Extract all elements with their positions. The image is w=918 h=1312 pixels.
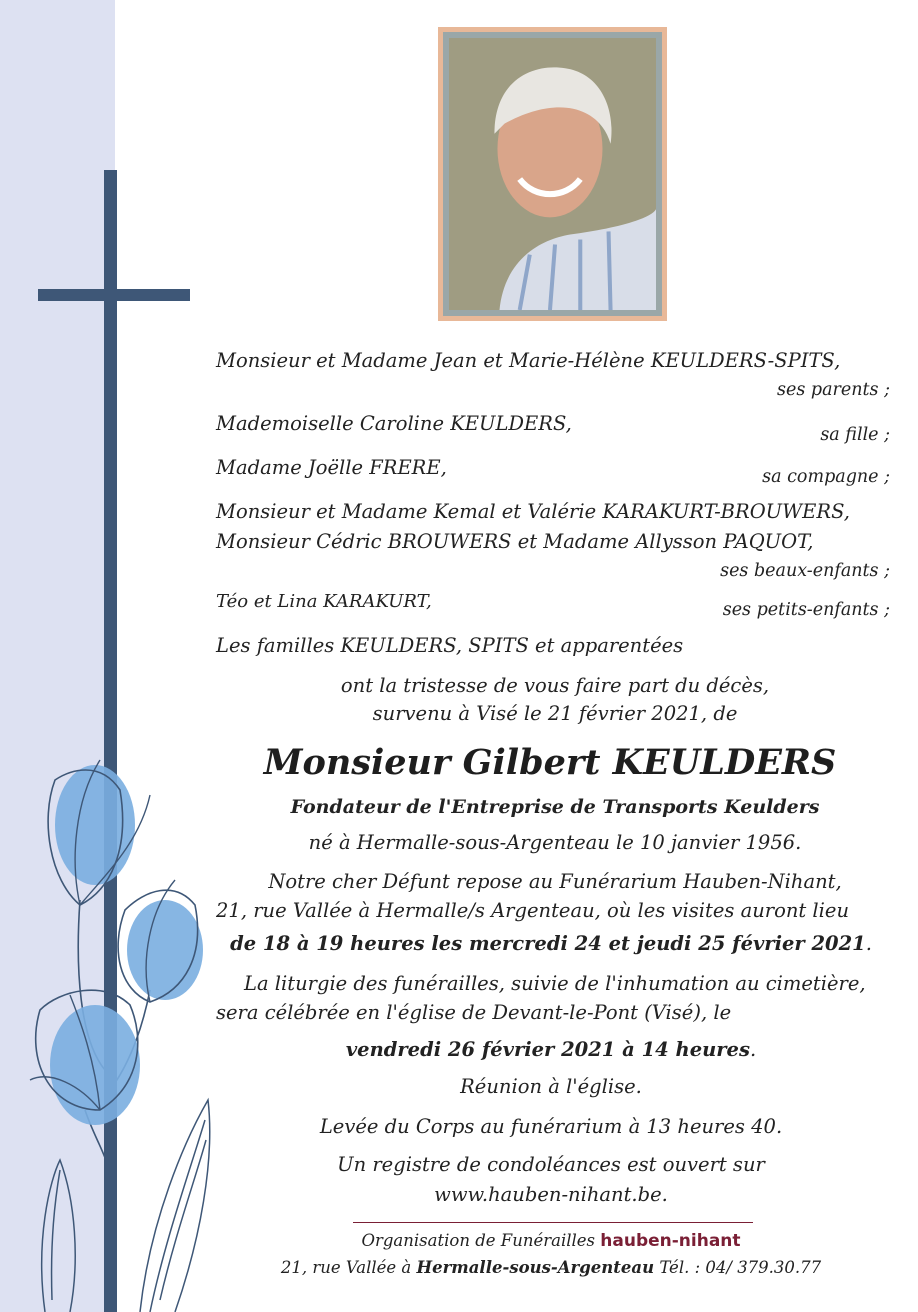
levee-line: Levée du Corps au funérarium à 13 heures 40. xyxy=(319,1115,783,1138)
organizer-line: Organisation de Funérailles hauben-nihant xyxy=(361,1231,741,1251)
parents-names: Monsieur et Madame Jean et Marie-Hélène KEULDERS-SPITS, xyxy=(216,349,841,372)
families-line: Les familles KEULDERS, SPITS et apparentées xyxy=(216,634,684,657)
tulip-flowers-illustration xyxy=(0,740,230,1312)
deceased-name: Monsieur Gilbert KEULDERS xyxy=(263,742,837,783)
deceased-birth: né à Hermalle-sous-Argenteau le 10 janvier 1956. xyxy=(308,831,802,854)
funeral-date: vendredi 26 février 2021 à 14 heures. xyxy=(345,1038,757,1061)
stepchildren-line-2: Monsieur Cédric BROUWERS et Madame Allysson PAQUOT, xyxy=(216,530,814,553)
deceased-title: Fondateur de l'Entreprise de Transports Keulders xyxy=(290,796,820,818)
footer-divider xyxy=(353,1222,753,1223)
visitation-line-3: de 18 à 19 heures les mercredi 24 et jeudi 25 février 2021. xyxy=(230,932,872,955)
funeral-line-1: La liturgie des funérailles, suivie de l'inhumation au cimetière, xyxy=(244,972,866,995)
partner-role: sa compagne ; xyxy=(762,467,890,487)
meeting-line: Réunion à l'église. xyxy=(460,1075,642,1098)
portrait-photo xyxy=(449,38,656,310)
portrait-frame xyxy=(438,27,667,321)
tulip-bottom xyxy=(30,990,140,1125)
registry-line-1: Un registre de condoléances est ouvert sur xyxy=(337,1153,765,1176)
grandchildren-name: Téo et Lina KARAKURT, xyxy=(216,591,432,612)
stepchildren-line-1: Monsieur et Madame Kemal et Valérie KARAKURT-BROUWERS, xyxy=(216,500,850,523)
funeral-line-2: sera célébrée en l'église de Devant-le-Pont (Visé), le xyxy=(216,1001,732,1024)
cross-horizontal-bar xyxy=(38,289,190,301)
leaves xyxy=(42,1100,210,1312)
daughter-role: sa fille ; xyxy=(820,425,890,445)
partner-name: Madame Joëlle FRERE, xyxy=(216,456,447,479)
tulip-middle xyxy=(118,880,203,1002)
visitation-line-1: Notre cher Défunt repose au Funérarium Hauben-Nihant, xyxy=(268,870,842,893)
tulip-top xyxy=(48,760,150,905)
grandchildren-role: ses petits-enfants ; xyxy=(722,600,890,620)
announcement-line-1: ont la tristesse de vous faire part du décès, xyxy=(340,674,770,697)
announcement-line-2: survenu à Visé le 21 février 2021, de xyxy=(372,702,738,725)
visitation-line-2: 21, rue Vallée à Hermalle/s Argenteau, où les visites auront lieu xyxy=(216,899,850,922)
registry-link[interactable]: www.hauben-nihant.be. xyxy=(434,1183,668,1206)
address-line: 21, rue Vallée à Hermalle-sous-Argenteau Tél. : 04/ 379.30.77 xyxy=(280,1258,822,1277)
parents-role: ses parents ; xyxy=(777,380,890,400)
daughter-name: Mademoiselle Caroline KEULDERS, xyxy=(216,412,572,435)
brand-logo-text: hauben-nihant xyxy=(600,1231,741,1251)
stepchildren-role: ses beaux-enfants ; xyxy=(720,561,890,581)
